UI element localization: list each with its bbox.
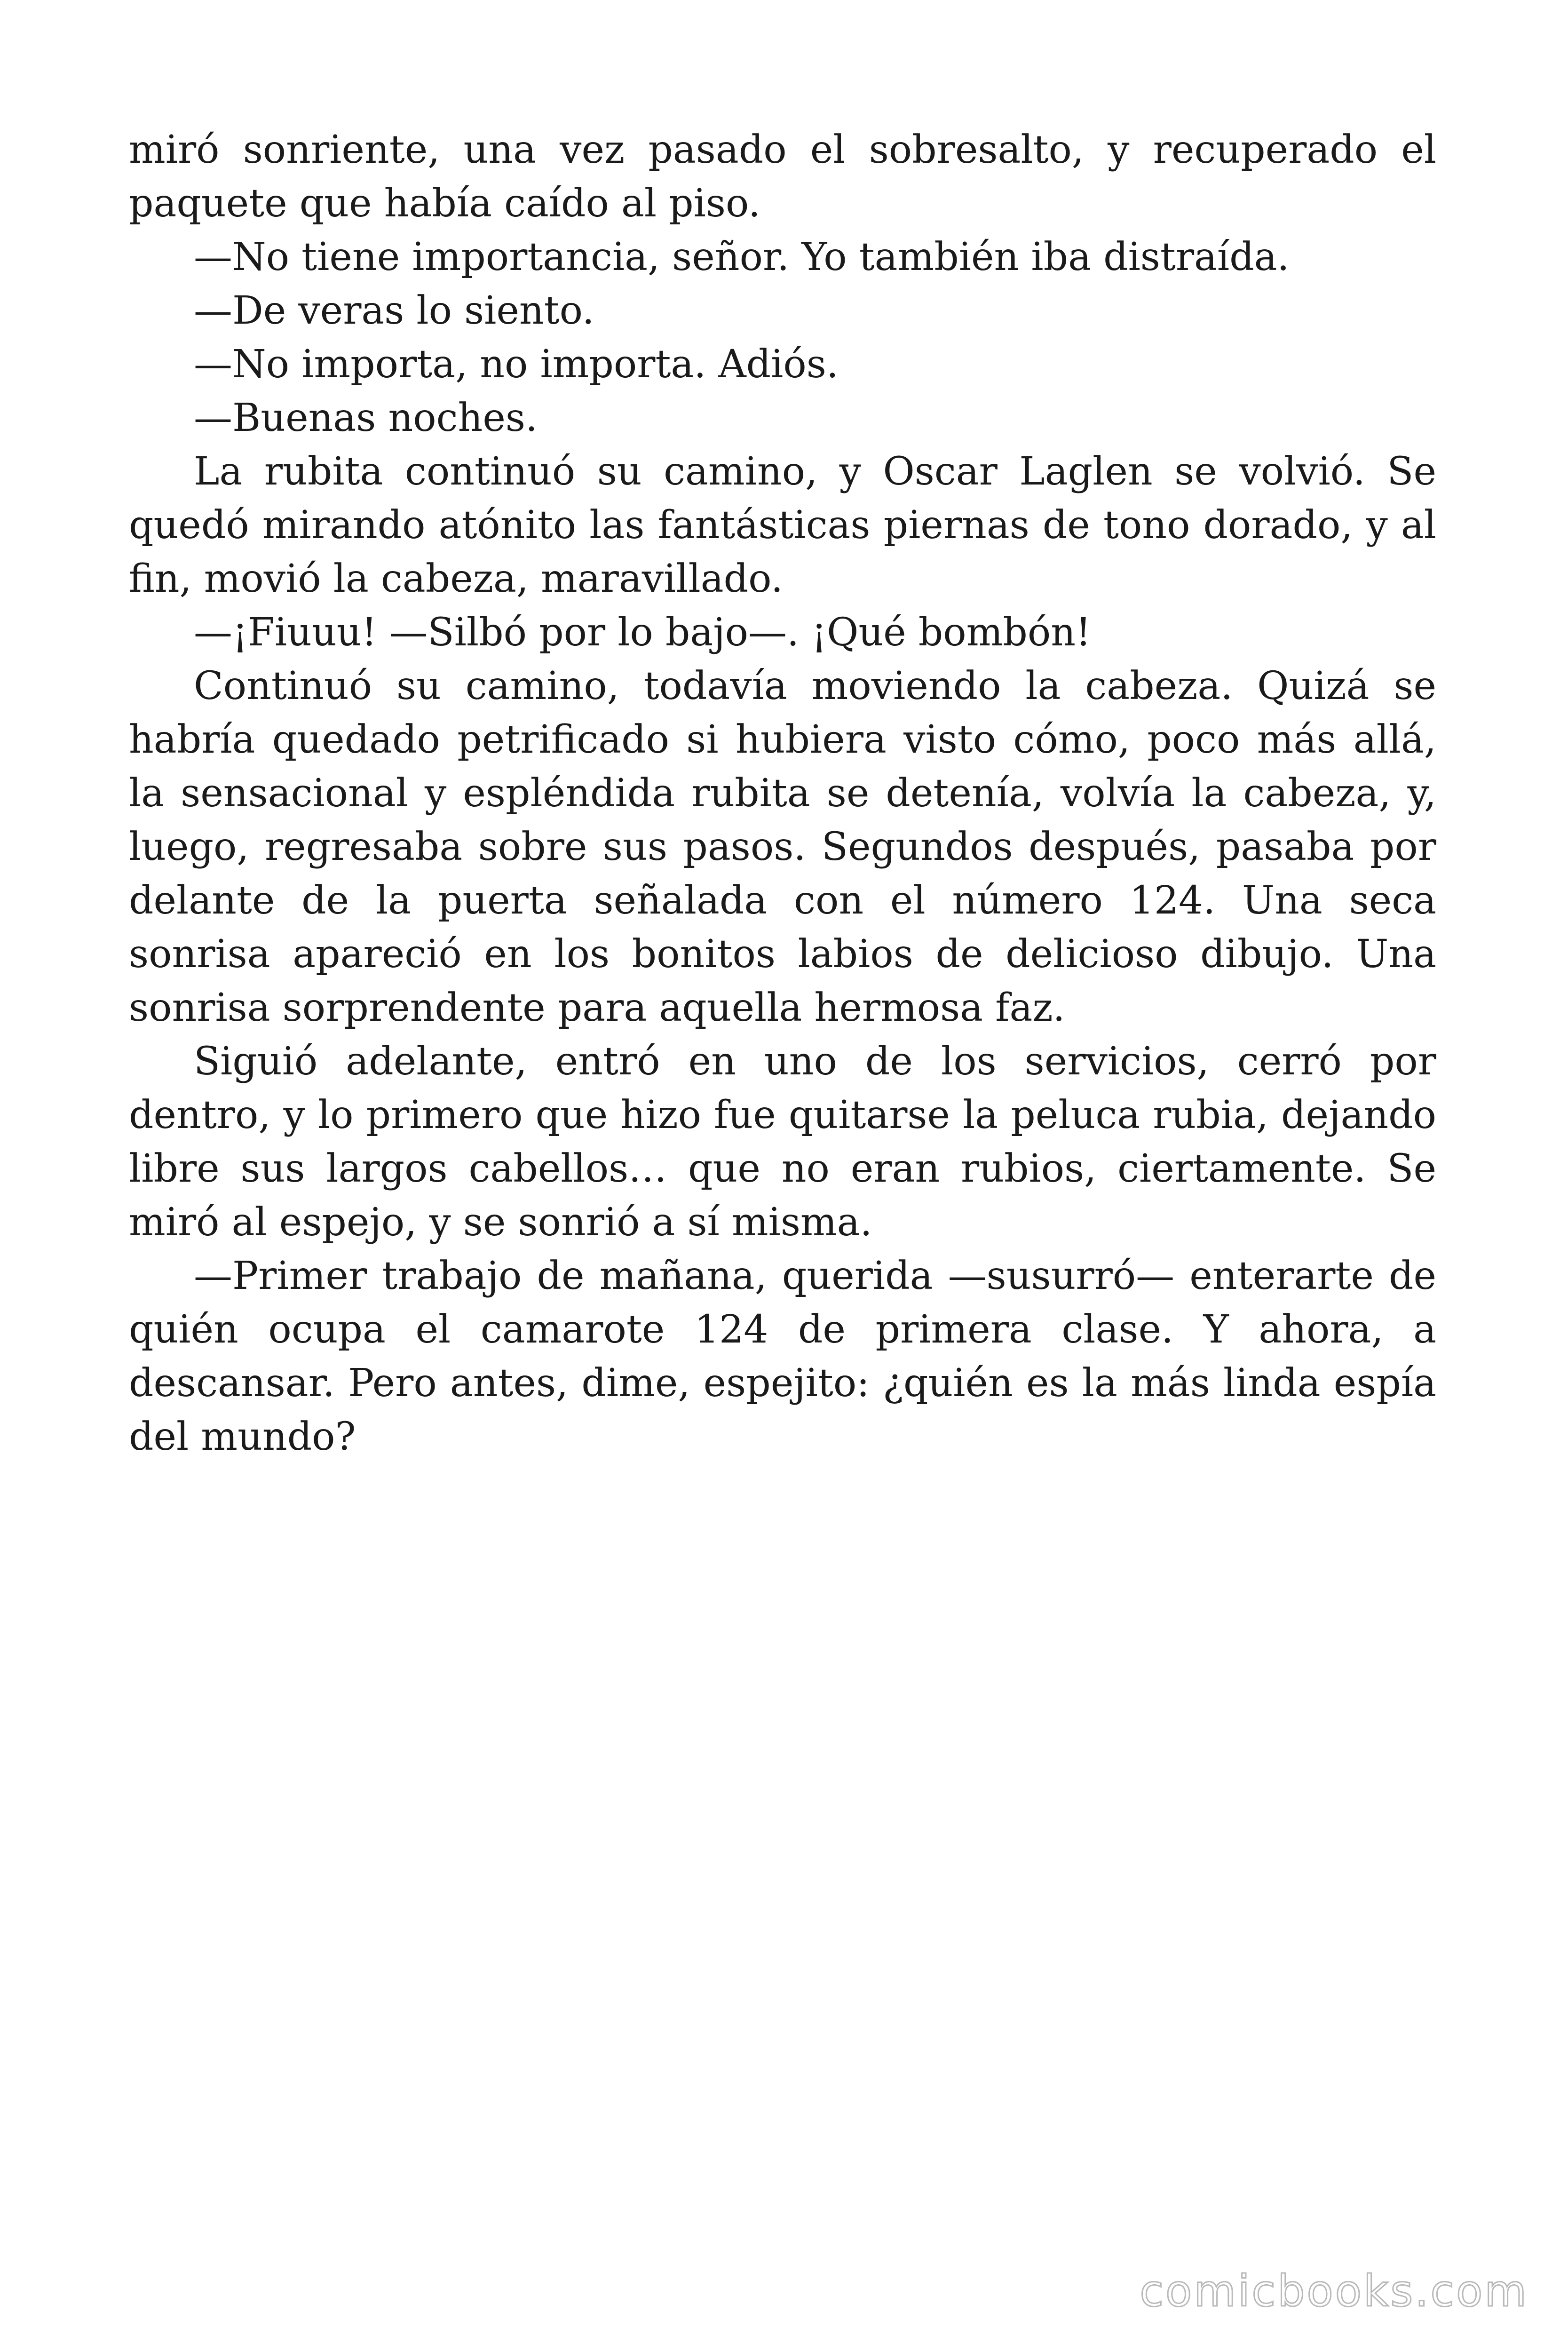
paragraph: —¡Fiuuu! —Silbó por lo bajo—. ¡Qué bombón! — [194, 610, 1091, 655]
paragraph: La rubita continuó su camino, y Oscar Laglen se volvió. Se quedó mirando atónito las fantásticas piernas de tono dorado, y al fin, movió la cabeza, maravillado. — [129, 449, 1436, 601]
paragraph: —Buenas noches. — [194, 396, 538, 440]
paragraph: —No tiene importancia, señor. Yo también iba distraída. — [194, 235, 1290, 279]
paragraph: Siguió adelante, entró en uno de los servicios, cerró por dentro, y lo primero que hizo fue quitarse la peluca rubia, dejando libre sus largos cabellos… que no eran rubios, ciertamente. Se miró al espejo, y se sonrió a sí misma. — [129, 1039, 1436, 1245]
document-page — [129, 123, 1436, 1464]
watermark: comicbooks.com — [1140, 2266, 1528, 2316]
paragraph: —Primer trabajo de mañana, querida —susurró— enterarte de quién ocupa el camarote 124 de primera clase. Y ahora, a descansar. Pero antes, dime, espejito: ¿quién es la más linda espía del mundo? — [129, 1254, 1436, 1459]
paragraph: —De veras lo siento. — [194, 288, 594, 333]
paragraph: Continuó su camino, todavía moviendo la cabeza. Quizá se habría quedado petrificado si hubiera visto cómo, poco más allá, la sensacional y espléndida rubita se detenía, volvía la cabeza, y, luego, regresaba sobre sus pasos. Segundos después, pasaba por delante de la puerta señalada con el número 124. Una seca sonrisa apareció en los bonitos labios de delicioso dibujo. Una sonrisa sorprendente para aquella hermosa faz. — [129, 664, 1436, 1030]
paragraph: —No importa, no importa. Adiós. — [194, 342, 839, 387]
paragraph: miró sonriente, una vez pasado el sobresalto, y recuperado el paquete que había caído al piso. — [129, 127, 1436, 226]
